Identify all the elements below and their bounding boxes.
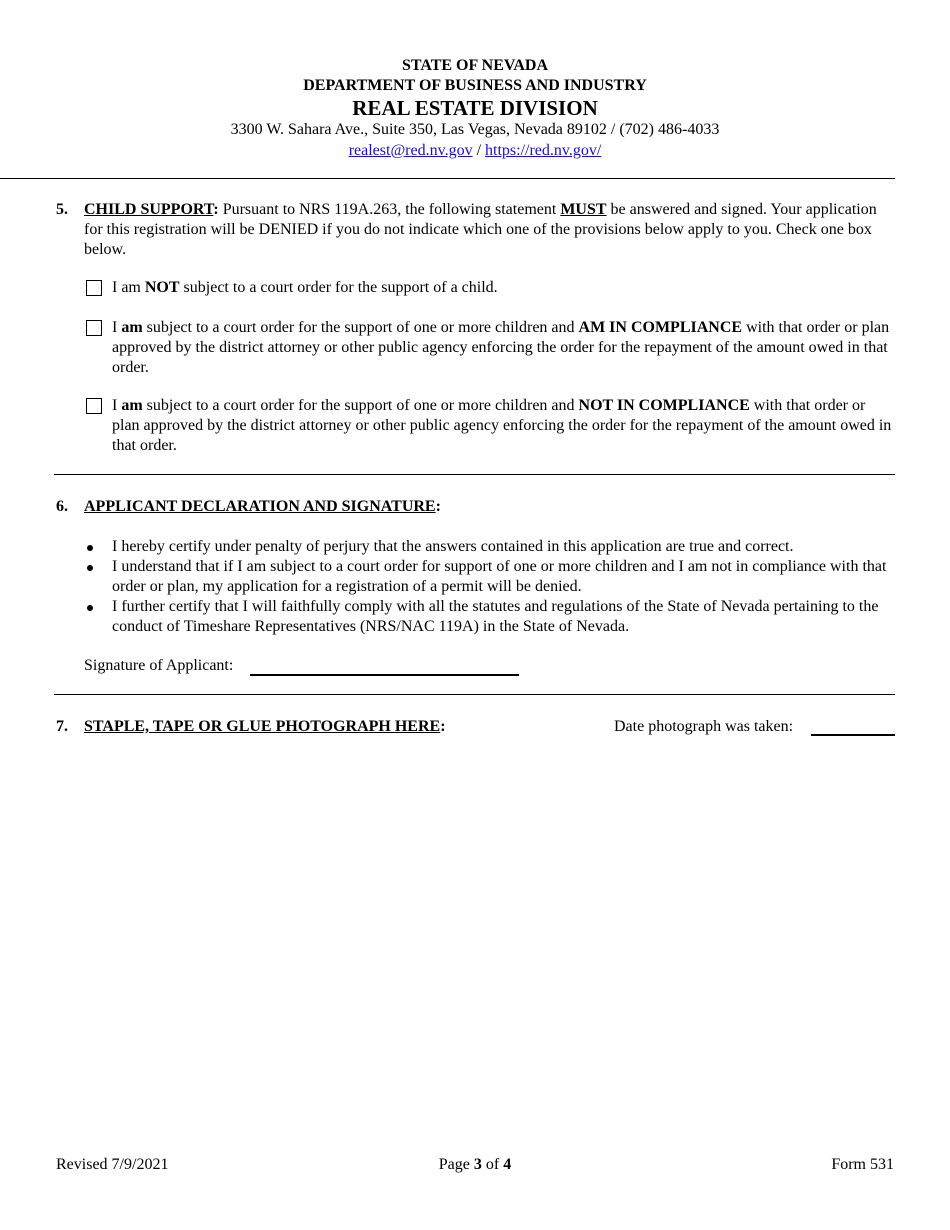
section-6-heading: APPLICANT DECLARATION AND SIGNATURE: xyxy=(84,498,441,515)
list-item: I understand that if I am subject to a court order for support of one or more children and I am not in compliance with that order or plan, my application for a registration of a permit will be denied. xyxy=(84,557,894,597)
option-not-subject-text: I am NOT subject to a court order for the support of a child. xyxy=(112,279,498,296)
footer-page-number: Page 3 of 4 xyxy=(438,1156,512,1173)
footer-revised: Revised 7/9/2021 xyxy=(56,1156,169,1173)
date-photo-label: Date photograph was taken: xyxy=(614,718,794,735)
section-5-divider xyxy=(54,474,895,475)
section-5-intro: CHILD SUPPORT: Pursuant to NRS 119A.263, the following statement MUST be answered and signed. Your application for this registration will be DENIED if you do not indicate which one of the provisions below apply to you. Check one box below. xyxy=(84,201,877,258)
checkbox-not-in-compliance[interactable] xyxy=(86,398,102,414)
date-photo-field[interactable] xyxy=(811,734,895,736)
website-link[interactable]: https://red.nv.gov/ xyxy=(485,142,602,159)
option-not-in-compliance-text: I am subject to a court order for the support of one or more children and NOT IN COMPLIANCE with that order or plan approved by the district attorney or other public agency enforcing the order for the repayment of the amount owed in that order. xyxy=(112,397,892,454)
agency-department: DEPARTMENT OF BUSINESS AND INDUSTRY xyxy=(303,77,647,94)
agency-address: 3300 W. Sahara Ave., Suite 350, Las Vegas, Nevada 89102 / (702) 486-4033 xyxy=(230,121,720,138)
checkbox-not-subject[interactable] xyxy=(86,280,102,296)
section-7-title: STAPLE, TAPE OR GLUE PHOTOGRAPH HERE xyxy=(84,718,441,735)
list-item: I hereby certify under penalty of perjury that the answers contained in this application are true and correct. xyxy=(84,537,894,557)
link-separator: / xyxy=(472,142,486,159)
checkbox-in-compliance[interactable] xyxy=(86,320,102,336)
section-7-heading: STAPLE, TAPE OR GLUE PHOTOGRAPH HERE: xyxy=(84,718,446,735)
section-6-number: 6. xyxy=(56,498,68,515)
section-7-number: 7. xyxy=(56,718,68,735)
agency-division: REAL ESTATE DIVISION xyxy=(352,96,598,120)
signature-label: Signature of Applicant: xyxy=(84,657,234,674)
agency-state: STATE OF NEVADA xyxy=(401,57,549,74)
footer-form-number: Form 531 xyxy=(831,1156,894,1173)
header-divider xyxy=(0,178,895,179)
email-link[interactable]: realest@red.nv.gov xyxy=(348,142,473,159)
declaration-list xyxy=(84,537,894,637)
signature-field[interactable] xyxy=(250,674,519,676)
section-5-title: CHILD SUPPORT xyxy=(84,201,214,218)
photograph-area xyxy=(56,760,894,1130)
list-item: I further certify that I will faithfully comply with all the statutes and regulations of the State of Nevada pertaining to the conduct of Timeshare Representatives (NRS/NAC 119A) in the State of Nevada. xyxy=(84,597,894,637)
agency-contact-links xyxy=(0,142,950,160)
must-emphasis: MUST xyxy=(560,201,607,218)
section-6-divider xyxy=(54,694,895,695)
section-6-title: APPLICANT DECLARATION AND SIGNATURE xyxy=(84,498,436,515)
section-5-number: 5. xyxy=(56,201,68,218)
option-in-compliance-text: I am subject to a court order for the support of one or more children and AM IN COMPLIANCE with that order or plan approved by the district attorney or other public agency enforcing the order for the repayment of the amount owed in that order. xyxy=(112,319,890,376)
